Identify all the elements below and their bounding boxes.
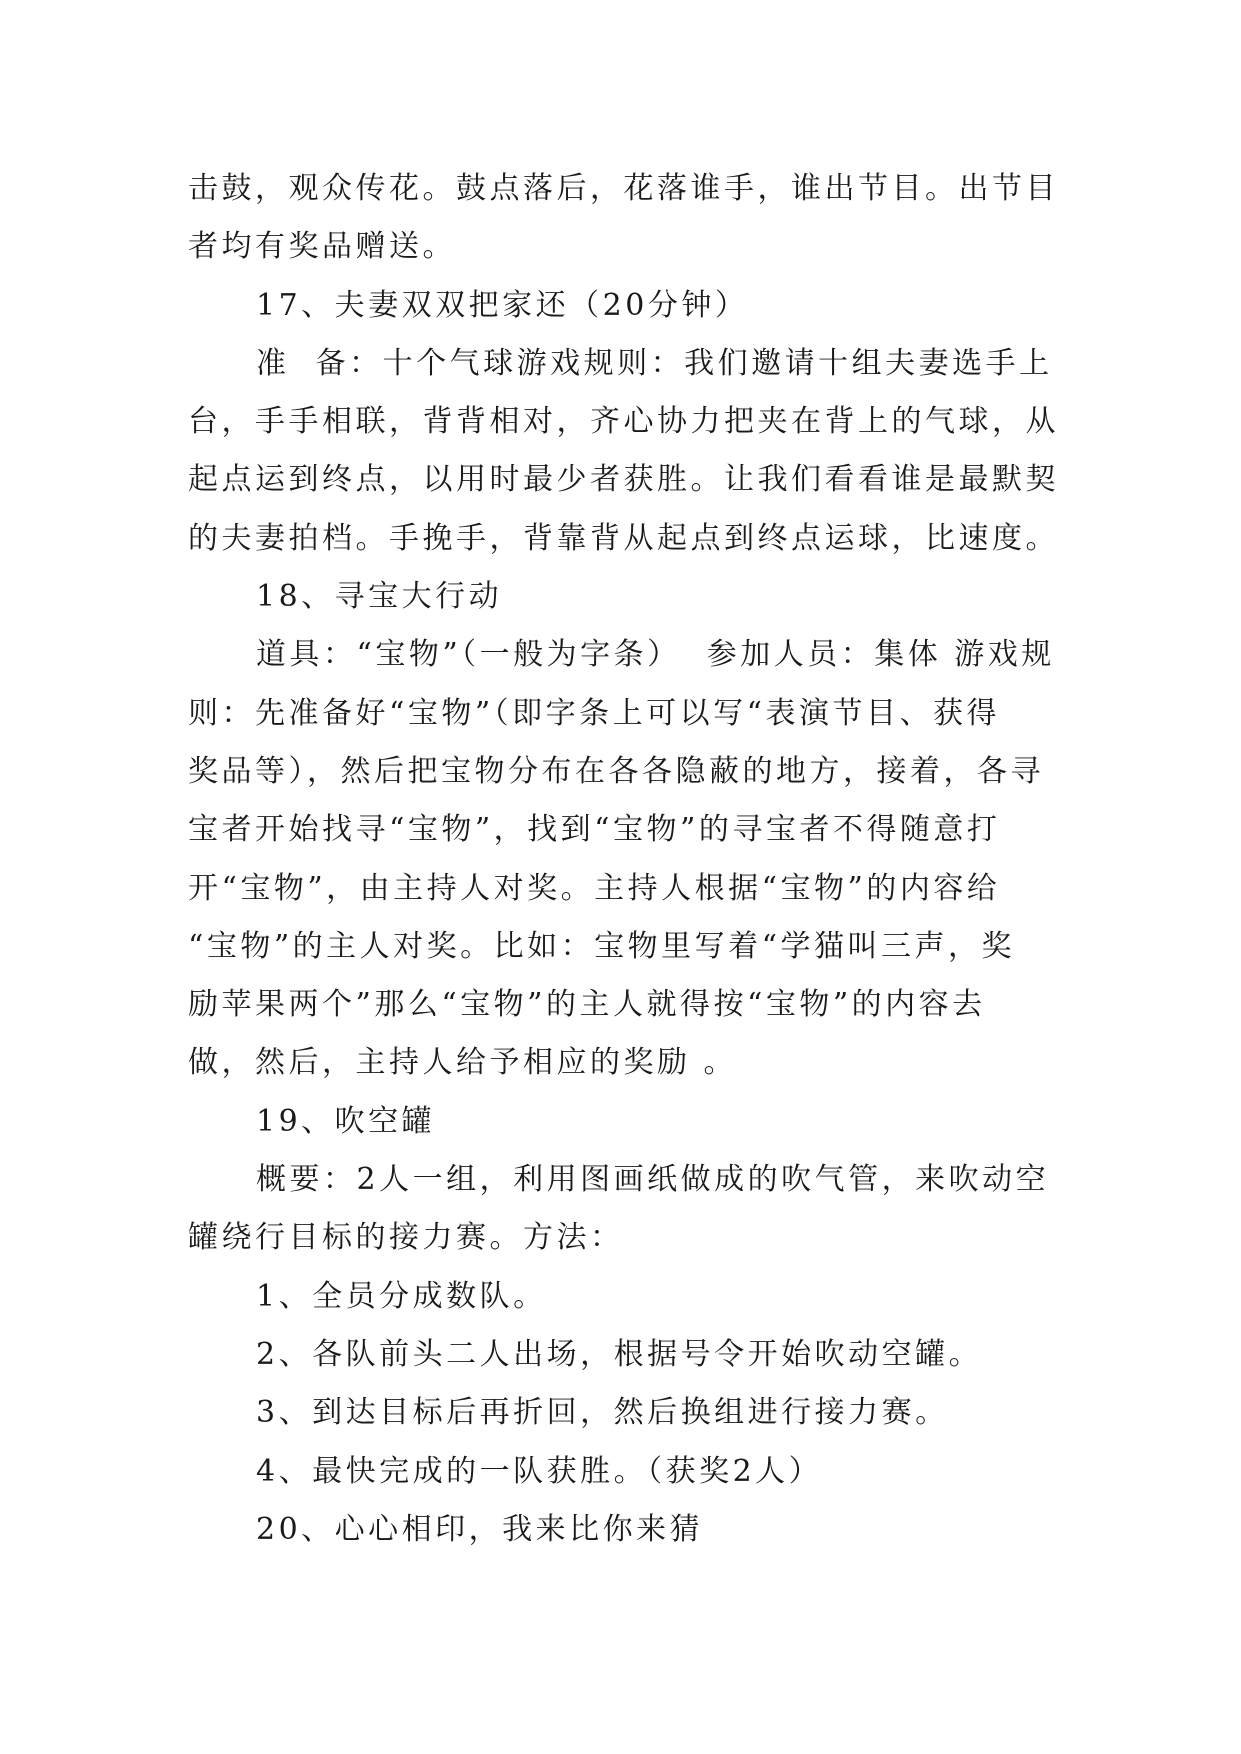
text-line: 起点运到终点，以用时最少者获胜。让我们看看谁是最默契 <box>188 462 1059 498</box>
text-line: 的夫妻拍档。手挽手，背靠背从起点到终点运球，比速度。 <box>188 520 1059 556</box>
list-item: 1、全员分成数队。 <box>256 1278 547 1314</box>
text-line: 奖品等），然后把宝物分布在各各隐蔽的地方，接着，各寻 <box>188 753 1044 789</box>
text-line: 励苹果两个”那么“宝物”的主人就得按“宝物”的内容去 <box>188 987 986 1023</box>
text-line: 道具：“宝物”（一般为字条） 参加人员：集体 游戏规 <box>256 637 1055 673</box>
text-line: 者均有奖品赠送。 <box>188 229 456 265</box>
list-item: 2、各队前头二人出场，根据号令开始吹动空罐。 <box>256 1336 983 1372</box>
text-line: “宝物”的主人对奖。比如：宝物里写着“学猫叫三声，奖 <box>188 928 1016 964</box>
text-line: 台，手手相联，背背相对，齐心协力把夹在背上的气球，从 <box>188 404 1059 440</box>
text-line: 则：先准备好“宝物”（即字条上可以写“表演节目、获得 <box>188 695 1001 731</box>
document-page <box>188 160 1058 1559</box>
section-heading-20: 20、心心相印，我来比你来猜 <box>256 1511 704 1547</box>
text-line: 开“宝物”，由主持人对奖。主持人根据“宝物”的内容给 <box>188 870 1001 906</box>
text-line: 准 备：十个气球游戏规则：我们邀请十组夫妻选手上 <box>256 345 1053 381</box>
text-line: 击鼓，观众传花。鼓点落后，花落谁手，谁出节目。出节目 <box>188 171 1059 206</box>
text-line: 罐绕行目标的接力赛。方法： <box>188 1220 624 1256</box>
text-line: 宝者开始找寻“宝物”，找到“宝物”的寻宝者不得随意打 <box>188 812 1001 848</box>
text-line: 做，然后，主持人给予相应的奖励 。 <box>188 1045 738 1081</box>
section-heading-18: 18、寻宝大行动 <box>256 579 503 615</box>
text-line: 概要：2人一组，利用图画纸做成的吹气管，来吹动空 <box>256 1162 1050 1198</box>
list-item: 3、到达目标后再折回，然后换组进行接力赛。 <box>256 1395 949 1431</box>
section-heading-17: 17、夫妻双双把家还（20分钟） <box>256 287 749 323</box>
section-heading-19: 19、吹空罐 <box>256 1103 436 1139</box>
list-item: 4、最快完成的一队获胜。（获奖2人） <box>256 1453 823 1489</box>
